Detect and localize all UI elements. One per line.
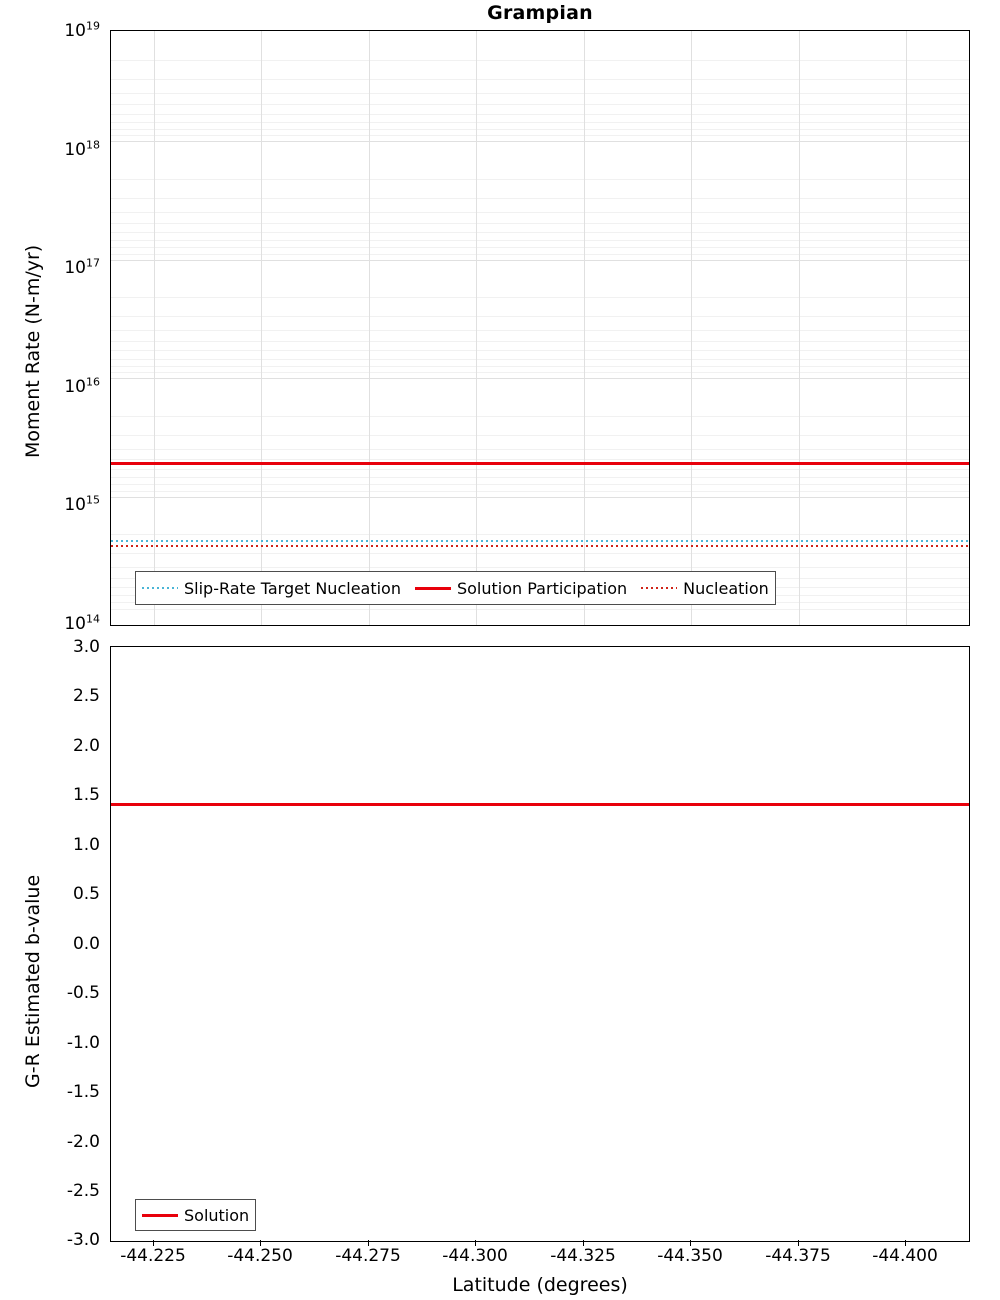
x-tick-label: -44.375	[765, 1246, 831, 1266]
x-tick-label: -44.325	[550, 1246, 616, 1266]
gridline-minor	[111, 129, 969, 130]
x-axis-ticks	[110, 1246, 970, 1276]
b-value-plot-area	[110, 646, 970, 1242]
legend-entry-slip-rate-target-nucleation[interactable]	[142, 579, 401, 598]
gridline-minor	[111, 416, 969, 417]
gridline-minor	[111, 330, 969, 331]
gridline-minor	[111, 114, 969, 115]
y-tick-label: -2.0	[66, 1132, 100, 1152]
gridline-vertical	[691, 31, 692, 625]
gridline-minor	[111, 223, 969, 224]
legend-label: Nucleation	[683, 578, 769, 598]
gridline-minor	[111, 297, 969, 298]
gridline-minor	[111, 366, 969, 367]
y-tick-label: 0.5	[72, 884, 100, 904]
gridline-vertical	[799, 31, 800, 625]
gridline-minor	[111, 104, 969, 105]
gridline-minor	[111, 247, 969, 248]
x-tick-label: -44.400	[872, 1246, 938, 1266]
gridline-minor	[111, 372, 969, 373]
x-tick-label: -44.225	[120, 1246, 186, 1266]
gridline-minor	[111, 534, 969, 535]
y-tick-label: -2.5	[66, 1181, 100, 1201]
gridline-major	[111, 260, 969, 261]
gridline-major	[111, 378, 969, 379]
gridline-vertical	[369, 31, 370, 625]
legend-swatch-icon	[142, 587, 178, 589]
y-tick-label: $10^{16}$	[64, 375, 100, 397]
series-nucleation	[111, 545, 969, 547]
gridline-minor	[111, 459, 969, 460]
gridline-major	[111, 497, 969, 498]
gridline-minor	[111, 198, 969, 199]
y-tick-label: $10^{14}$	[64, 612, 100, 634]
legend-swatch-icon	[142, 1214, 178, 1217]
y-tick-label: $10^{17}$	[64, 256, 100, 278]
y-tick-label: $10^{15}$	[64, 493, 100, 515]
gridline-minor	[111, 469, 969, 470]
y-tick-label: 2.0	[72, 736, 100, 756]
x-tick-label: -44.300	[442, 1246, 508, 1266]
gridline-minor	[111, 449, 969, 450]
y-tick-label: -1.0	[66, 1033, 100, 1053]
gridline-minor	[111, 232, 969, 233]
legend-label: Solution Participation	[456, 578, 628, 598]
gridline-minor	[111, 491, 969, 492]
gridline-minor	[111, 609, 969, 610]
legend-label: Solution	[184, 1205, 250, 1225]
y-tick-label: 1.0	[72, 835, 100, 855]
legend-entry-solution[interactable]	[142, 1206, 249, 1225]
gridline-minor	[111, 316, 969, 317]
gridline-minor	[111, 60, 969, 61]
gridline-minor	[111, 477, 969, 478]
gridline-vertical	[261, 31, 262, 625]
gridline-vertical	[154, 31, 155, 625]
page-title: Grampian	[487, 2, 593, 24]
y-tick-label: 0.0	[72, 934, 100, 954]
gridline-minor	[111, 350, 969, 351]
x-tick-label: -44.275	[335, 1246, 401, 1266]
legend-entry-solution-participation[interactable]	[415, 579, 627, 598]
legend-entry-nucleation[interactable]	[641, 579, 769, 598]
y-tick-label: 3.0	[72, 637, 100, 657]
gridline-minor	[111, 254, 969, 255]
x-axis-label: Latitude (degrees)	[452, 1274, 628, 1296]
gridline-minor	[111, 240, 969, 241]
series-solution-participation	[111, 462, 969, 465]
y-tick-label: -3.0	[66, 1230, 100, 1250]
gridline-minor	[111, 553, 969, 554]
gridline-minor	[111, 135, 969, 136]
gridline-minor	[111, 567, 969, 568]
legend-swatch-icon	[415, 587, 451, 590]
series-slip-rate-target-nucleation	[111, 540, 969, 542]
gridline-minor	[111, 179, 969, 180]
x-tick-label: -44.350	[657, 1246, 723, 1266]
gridline-minor	[111, 359, 969, 360]
moment-rate-plot-area	[110, 30, 970, 626]
gridline-minor	[111, 341, 969, 342]
series-solution	[111, 803, 969, 806]
y-tick-label: 2.5	[72, 686, 100, 706]
y-tick-label: -1.5	[66, 1082, 100, 1102]
gridline-vertical	[476, 31, 477, 625]
legend-swatch-icon	[641, 587, 677, 589]
y-tick-label: $10^{19}$	[64, 19, 100, 41]
legend-label: Slip-Rate Target Nucleation	[184, 578, 401, 598]
gridline-vertical	[906, 31, 907, 625]
gridline-minor	[111, 93, 969, 94]
gridline-minor	[111, 435, 969, 436]
y-axis-ticks-b-value	[4, 637, 100, 1250]
y-axis-ticks-moment-rate	[4, 19, 100, 634]
y-tick-label: 1.5	[72, 785, 100, 805]
gridline-minor	[111, 122, 969, 123]
legend-moment-rate[interactable]	[135, 571, 776, 605]
x-tick-label: -44.250	[227, 1246, 293, 1266]
y-axis-label-b-value: G-R Estimated b-value	[22, 874, 44, 1088]
gridline-major	[111, 141, 969, 142]
y-tick-label: $10^{18}$	[64, 138, 100, 160]
gridline-vertical	[584, 31, 585, 625]
y-axis-label-moment-rate: Moment Rate (N-m/yr)	[22, 244, 44, 458]
gridline-minor	[111, 79, 969, 80]
legend-b-value[interactable]	[135, 1199, 256, 1231]
gridline-minor	[111, 212, 969, 213]
y-tick-label: -0.5	[66, 983, 100, 1003]
gridline-minor	[111, 484, 969, 485]
